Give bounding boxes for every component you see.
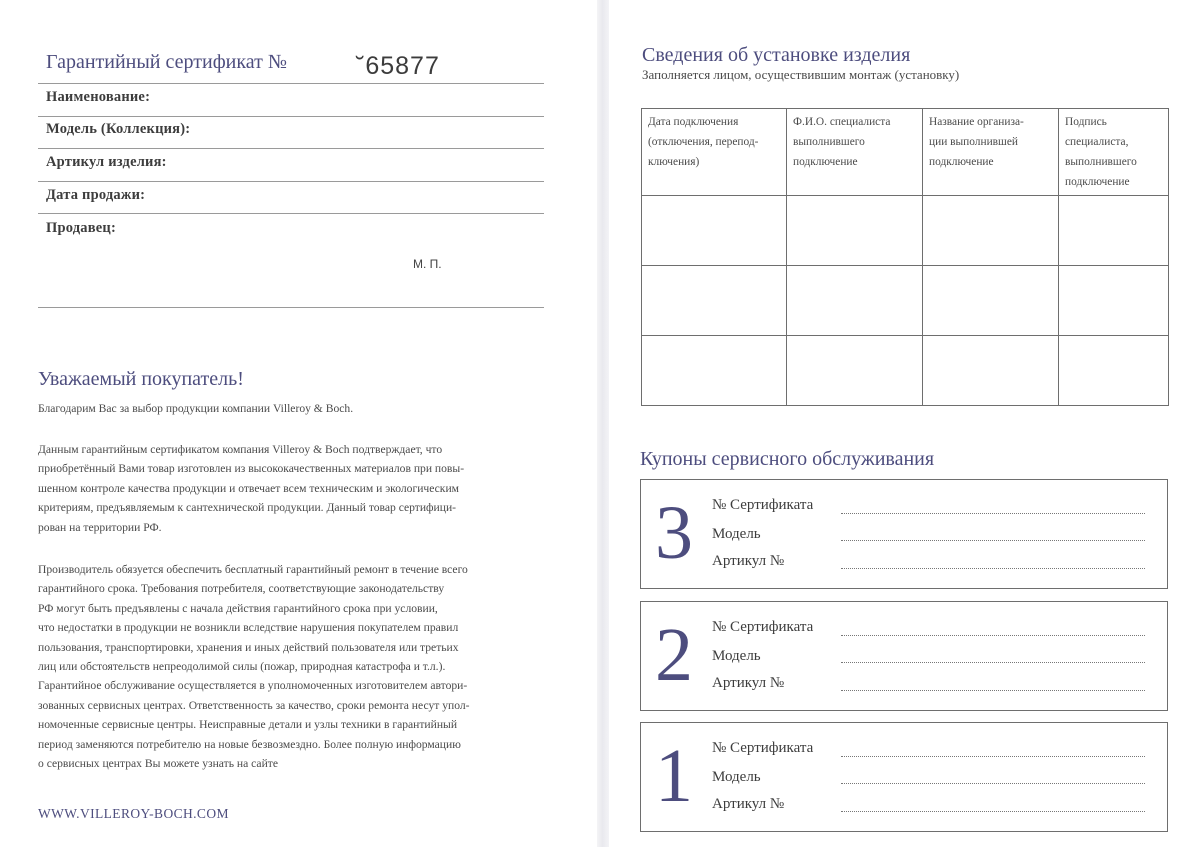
field-rule <box>38 83 544 84</box>
text-line: гарантийного срока. Требования потребителя, соответствующие законодательству <box>38 582 445 596</box>
installation-table <box>641 108 1169 406</box>
field-rule <box>38 148 544 149</box>
coupon-article-label: Артикул № <box>712 553 785 569</box>
coupon-number: 1 <box>655 734 693 818</box>
coupon-article-line[interactable] <box>841 690 1145 691</box>
coupon-model-line[interactable] <box>841 783 1145 784</box>
coupon-model-label: Модель <box>712 648 761 664</box>
text-line: Производитель обязуется обеспечить бесплатный гарантийный ремонт в течение всего <box>38 563 468 576</box>
table-cell[interactable] <box>923 196 1059 266</box>
text-line: что недостатки в продукции не возникли вследствие нарушения покупателем правил <box>38 621 459 635</box>
coupon-certificate-line[interactable] <box>841 756 1145 757</box>
field-rule <box>38 307 544 308</box>
coupons-title: Купоны сервисного обслуживания <box>640 448 935 470</box>
table-cell[interactable] <box>787 266 923 336</box>
header-line: Название организа- <box>929 116 1024 128</box>
table-header-row <box>642 109 1169 196</box>
letter-paragraph-2 <box>38 440 548 537</box>
coupon-model-line[interactable] <box>841 540 1145 541</box>
table-cell[interactable] <box>1059 336 1169 406</box>
table-cell[interactable] <box>923 336 1059 406</box>
column-header-specialist <box>787 109 923 196</box>
coupon-number: 2 <box>655 613 693 697</box>
header-line: ции выполнившей <box>929 136 1018 148</box>
installation-subtitle: Заполняется лицом, осуществившим монтаж (установку) <box>642 67 960 82</box>
coupon-model-line[interactable] <box>841 662 1145 663</box>
coupon-model-label: Модель <box>712 769 761 785</box>
text-line: зованных сервисных центрах. Ответственность за качество, сроки ремонта несут упол- <box>38 698 470 712</box>
header-line: Ф.И.О. специалиста <box>793 116 891 128</box>
certificate-number: ˘65877 <box>356 52 440 80</box>
coupon-3 <box>640 479 1168 589</box>
field-rule <box>38 116 544 117</box>
field-sale-date-label: Дата продажи: <box>46 187 146 203</box>
coupon-certificate-line[interactable] <box>841 635 1145 636</box>
table-cell[interactable] <box>923 266 1059 336</box>
text-line: период заменяются потребителю на новые безвозмездно. Более полную информацию <box>38 737 461 751</box>
text-line: РФ могут быть предъявлены с начала действия гарантийного срока при условии, <box>38 601 438 615</box>
coupon-number: 3 <box>655 491 693 575</box>
header-line: ключения) <box>648 156 700 168</box>
installation-title: Сведения об установке изделия <box>642 44 911 66</box>
coupon-article-label: Артикул № <box>712 675 785 691</box>
text-line: приобретённый Вами товар изготовлен из высококачественных материалов при повы- <box>38 462 465 476</box>
field-article-label: Артикул изделия: <box>46 154 167 170</box>
header-line: Дата подключения <box>648 116 739 128</box>
stamp-label: М. П. <box>413 257 442 271</box>
header-line: (отключения, перепод- <box>648 136 759 148</box>
field-model-label: Модель (Коллекция): <box>46 121 191 137</box>
column-header-signature <box>1059 109 1169 196</box>
field-rule <box>38 213 544 214</box>
header-line: специалиста, <box>1065 136 1129 148</box>
coupon-1 <box>640 722 1168 832</box>
page-fold <box>597 0 609 847</box>
header-line: подключение <box>929 156 994 168</box>
table-cell[interactable] <box>1059 196 1169 266</box>
text-line: Благодарим Вас за выбор продукции компании Villeroy & Boch. <box>38 402 354 415</box>
coupon-certificate-label: № Сертификата <box>712 619 814 635</box>
certificate-title: Гарантийный сертификат № <box>46 51 287 73</box>
header-line: выполнившего <box>793 136 865 148</box>
table-cell[interactable] <box>1059 266 1169 336</box>
table-row <box>642 336 1169 406</box>
field-seller-label: Продавец: <box>46 220 117 236</box>
column-header-organization <box>923 109 1059 196</box>
table-row <box>642 196 1169 266</box>
header-line: подключение <box>793 156 858 168</box>
coupon-model-label: Модель <box>712 526 761 542</box>
table-cell[interactable] <box>642 266 787 336</box>
field-rule <box>38 181 544 182</box>
text-line: критериям, предъявляемым к сантехнической продукции. Данный товар сертифици- <box>38 501 457 515</box>
header-line: подключение <box>1065 176 1130 188</box>
table-row <box>642 266 1169 336</box>
coupon-article-line[interactable] <box>841 811 1145 812</box>
coupon-certificate-label: № Сертификата <box>712 497 814 513</box>
text-line: шенном контроле качества продукции и отвечает всем техническим и экологическим <box>38 481 459 495</box>
table-cell[interactable] <box>642 196 787 266</box>
text-line: лиц или обстоятельств непреодолимой силы (пожар, природная катастрофа и т.л.). <box>38 660 446 674</box>
text-line: рован на территории РФ. <box>38 520 162 534</box>
column-header-date <box>642 109 787 196</box>
letter-paragraph-1 <box>38 399 548 418</box>
letter-paragraph-3 <box>38 560 548 773</box>
coupon-article-label: Артикул № <box>712 796 785 812</box>
coupon-certificate-label: № Сертификата <box>712 740 814 756</box>
field-name-label: Наименование: <box>46 89 151 105</box>
text-line: номоченные сервисные центры. Неисправные детали и узлы техники в гарантийный <box>38 718 458 732</box>
website-link[interactable]: WWW.VILLEROY-BOCH.COM <box>38 806 229 821</box>
coupon-article-line[interactable] <box>841 568 1145 569</box>
text-line: Данным гарантийным сертификатом компания Villeroy & Boch подтверждает, что <box>38 443 443 456</box>
text-line: пользования, транспортировки, хранения и иных действий пользователя или третьих <box>38 640 459 654</box>
text-line: о сервисных центрах Вы можете узнать на сайте <box>38 757 278 771</box>
coupon-certificate-line[interactable] <box>841 513 1145 514</box>
table-cell[interactable] <box>787 196 923 266</box>
header-line: выполнившего <box>1065 156 1137 168</box>
table-cell[interactable] <box>787 336 923 406</box>
text-line: Гарантийное обслуживание осуществляется в уполномоченных изготовителем автори- <box>38 679 468 693</box>
header-line: Подпись <box>1065 116 1107 128</box>
table-cell[interactable] <box>642 336 787 406</box>
coupon-2 <box>640 601 1168 711</box>
greeting-heading: Уважаемый покупатель! <box>38 368 244 390</box>
